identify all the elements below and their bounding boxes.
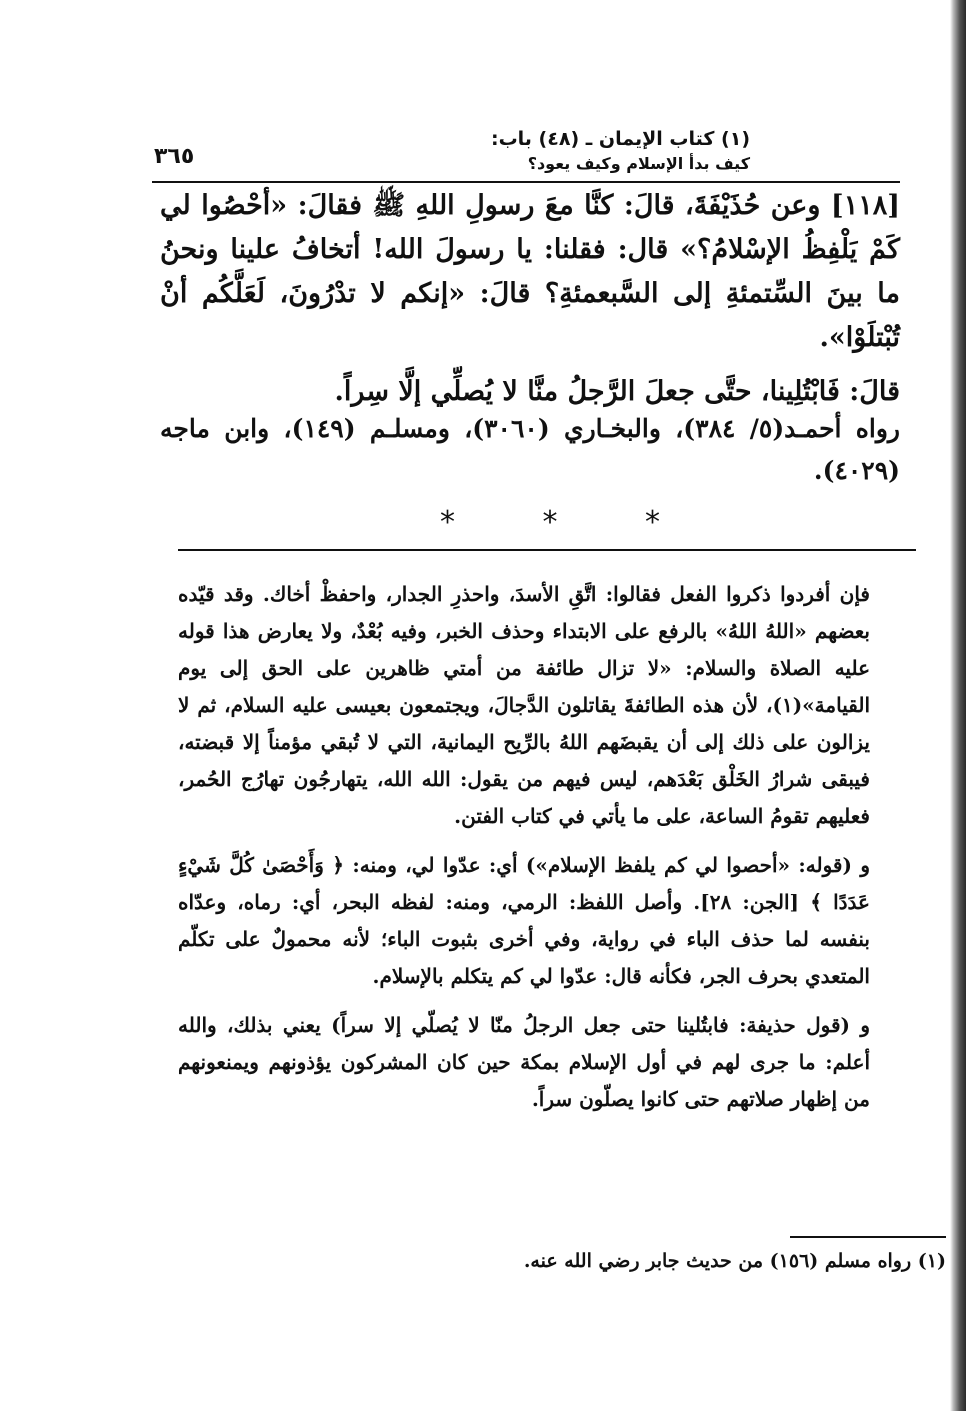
footnote-divider [790,1236,946,1238]
star-ornament: * [542,505,558,540]
section-separator [440,505,660,545]
hadith-paragraph: [١١٨] وعن حُذَيْفَةَ، قالَ: كنَّا معَ رسولِ اللهِ ﷺ فقالَ: «أحْصُوا لي كَمْ يَلْفِظُ الإسْلامُ؟» قال: فقلنا: يا رسولَ الله! أتخافُ علينا ونحنُ ما بينَ السِّتمئةِ إلى السَّبعمئةِ؟ قالَ: «إنكم لا تدْرُونَ، لَعَلَّكُم أنْ تُبْتلَوْا». [160,190,900,353]
section-heading: كيف بدأ الإسلام وكيف يعود؟ [527,154,750,173]
commentary-text [178,576,870,1118]
footnote: (١) رواه مسلم (١٥٦) من حديث جابر رضي الله عنه. [523,1250,946,1272]
commentary-paragraph: فإن أفردوا ذكروا الفعل فقالوا: اتَّقِ الأسدَ، واحذرِ الجدار، واحفظْ أخاك. وقد قيّده بعضهم «اللهُ اللهُ» بالرفع على الابتداء وحذف الخبر، وفيه بُعْدٌ، ولا يعارض هذا قوله عليه الصلاة والسلام: «لا تزال طائفة من أمتي ظاهرين على الحق إلى يوم القيامة»(١)، لأن هذه الطائفةَ يقاتلون الدَّجالَ، ويجتمعون بعيسى عليه السلام، ثم لا يزالون على ذلك إلى أن يقبضَهم اللهُ بالرِّيح اليمانية، التي لا تُبقي مؤمناً إلا قبضته، فيبقى شرارُ الخَلْق بَعْدَهم، ليس فيهم من يقول: الله الله، يتهارجُون تهارُج الحُمر، فعليهم تقومُ الساعة، على ما يأتي في كتاب الفتن. [178,582,870,828]
header-divider [152,181,900,183]
star-ornament: * [440,505,455,540]
commentary-divider [178,549,916,551]
hadith-source: رواه أحمـد(٥/ ٣٨٤)، والبخـاري (٣٠٦٠)، ومسلـم (١٤٩)، وابن ماجه (٤٠٢٩). [160,414,900,485]
star-ornament: * [645,505,660,540]
hadith-paragraph: قالَ: فَابْتُلِينا، حتَّى جعلَ الرَّجلُ منَّا لا يُصلِّي إلَّا سِراً. [334,376,900,407]
commentary-paragraph: و (قول حذيفة: فابتُلينا حتى جعل الرجلُ منّا لا يُصلّي إلا سراً) يعني بذلك، والله أعلم: ما جرى لهم في أول الإسلام بمكة حين كان المشركون يؤذونهم ويمنعونهم من إظهار صلاتهم حتى كانوا يصلّون سراً. [178,1013,870,1111]
page-number: ٣٦٥ [154,144,195,169]
hadith-text [160,184,900,414]
binding-shadow [950,0,966,1411]
chapter-heading: (١) كتاب الإيمان ـ (٤٨) باب: [490,128,750,150]
running-header [152,126,900,182]
commentary-paragraph: و (قوله: «أحصوا لي كم يلفظ الإسلام») أي: عدّوا لي، ومنه: ﴿ وَأَحْصَىٰ كُلَّ شَيْءٍ عَدَدًا ﴾ [الجن: ٢٨]. وأصل اللفظ: الرمي، ومنه: لفظه البحر، أي: رماه، وعدّاه بنفسه لما حذف الباء في رواية، وفي أخرى بثبوت الباء؛ لأنه محمولٌ على تكلّم المتعدي بحرف الجر، فكأنه قال: عدّوا لي كم يتكلم بالإسلام. [178,853,870,988]
